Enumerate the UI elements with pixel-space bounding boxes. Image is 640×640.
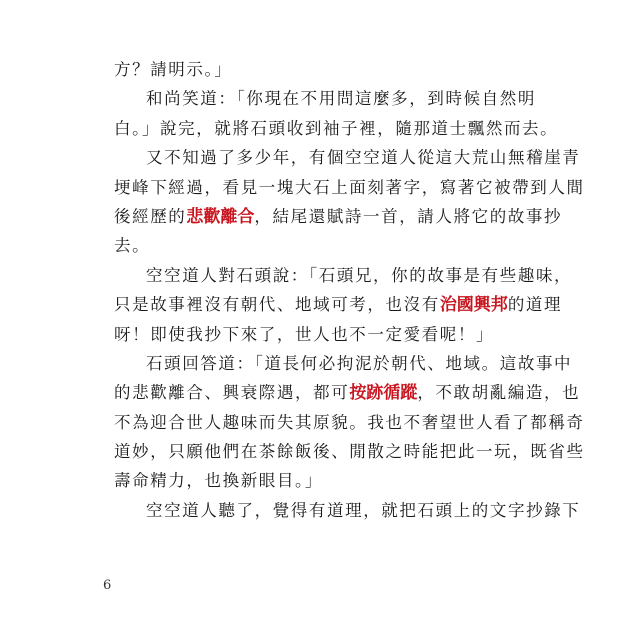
- page-number: 6: [103, 578, 112, 593]
- text-line: [114, 55, 556, 84]
- text-line: [114, 378, 581, 407]
- highlighted-idiom: 按跡循蹤: [349, 383, 418, 404]
- text-line: [114, 408, 585, 437]
- text-line: [114, 114, 559, 143]
- text-segment: 空空道人聽了，覺得有道理，就把石頭上的文字抄錄下: [146, 500, 581, 520]
- text-segment: 又不知過了多少年，有個空空道人從這大荒山無稽崖青: [146, 148, 581, 168]
- text-segment: 空空道人對石頭說：「石頭兄，你的故事是有些趣味，: [146, 265, 573, 285]
- text-segment: 只是故事裡沒有朝代、地域可考，也沒有: [114, 295, 440, 315]
- text-segment: ，結尾還賦詩一首，請人將它的故事抄: [254, 206, 563, 226]
- text-line: [114, 437, 585, 466]
- text-line: [114, 231, 556, 260]
- highlighted-idiom: 治國興邦: [439, 295, 508, 316]
- text-line: [114, 496, 581, 525]
- text-line: [114, 290, 563, 319]
- text-segment: 道妙，只願他們在茶餘飯後、閒散之時能把此一玩，既省些: [114, 442, 585, 462]
- text-line: [114, 320, 556, 349]
- text-segment: 方？請明示。」: [114, 60, 233, 79]
- text-segment: 石頭回答道：「道長何必拘泥於朝代、地域。這故事中: [146, 353, 573, 373]
- text-segment: 的道理: [507, 295, 563, 315]
- text-segment: 的悲歡離合、興衰際遇，都可: [114, 383, 350, 403]
- text-line: [114, 84, 556, 113]
- text-segment: 後經歷的: [114, 206, 187, 226]
- text-segment: 壽命精力，也換新眼目。」: [114, 471, 323, 491]
- body-text: [114, 55, 585, 525]
- text-segment: 不為迎合世人趣味而失其原貌。我也不奢望世人看了都稱奇: [114, 412, 585, 432]
- text-segment: ，不敢胡亂編造，也: [417, 383, 581, 403]
- text-segment: 白。」說完，就將石頭收到袖子裡，隨那道士飄然而去。: [114, 118, 559, 138]
- text-line: [114, 349, 573, 378]
- text-line: [114, 173, 585, 202]
- text-segment: 和尚笑道：「你現在不用問這麼多，到時候自然明: [146, 89, 536, 109]
- text-line: [114, 261, 573, 290]
- text-line: [114, 466, 556, 495]
- text-line: [114, 202, 563, 231]
- text-segment: 呀！即使我抄下來了，世人也不一定愛看呢！」: [114, 324, 495, 344]
- highlighted-idiom: 悲歡離合: [186, 206, 255, 227]
- text-line: [114, 143, 581, 172]
- text-segment: 埂峰下經過，看見一塊大石上面刻著字，寫著它被帶到人間: [114, 177, 585, 197]
- text-segment: 去。: [114, 236, 151, 256]
